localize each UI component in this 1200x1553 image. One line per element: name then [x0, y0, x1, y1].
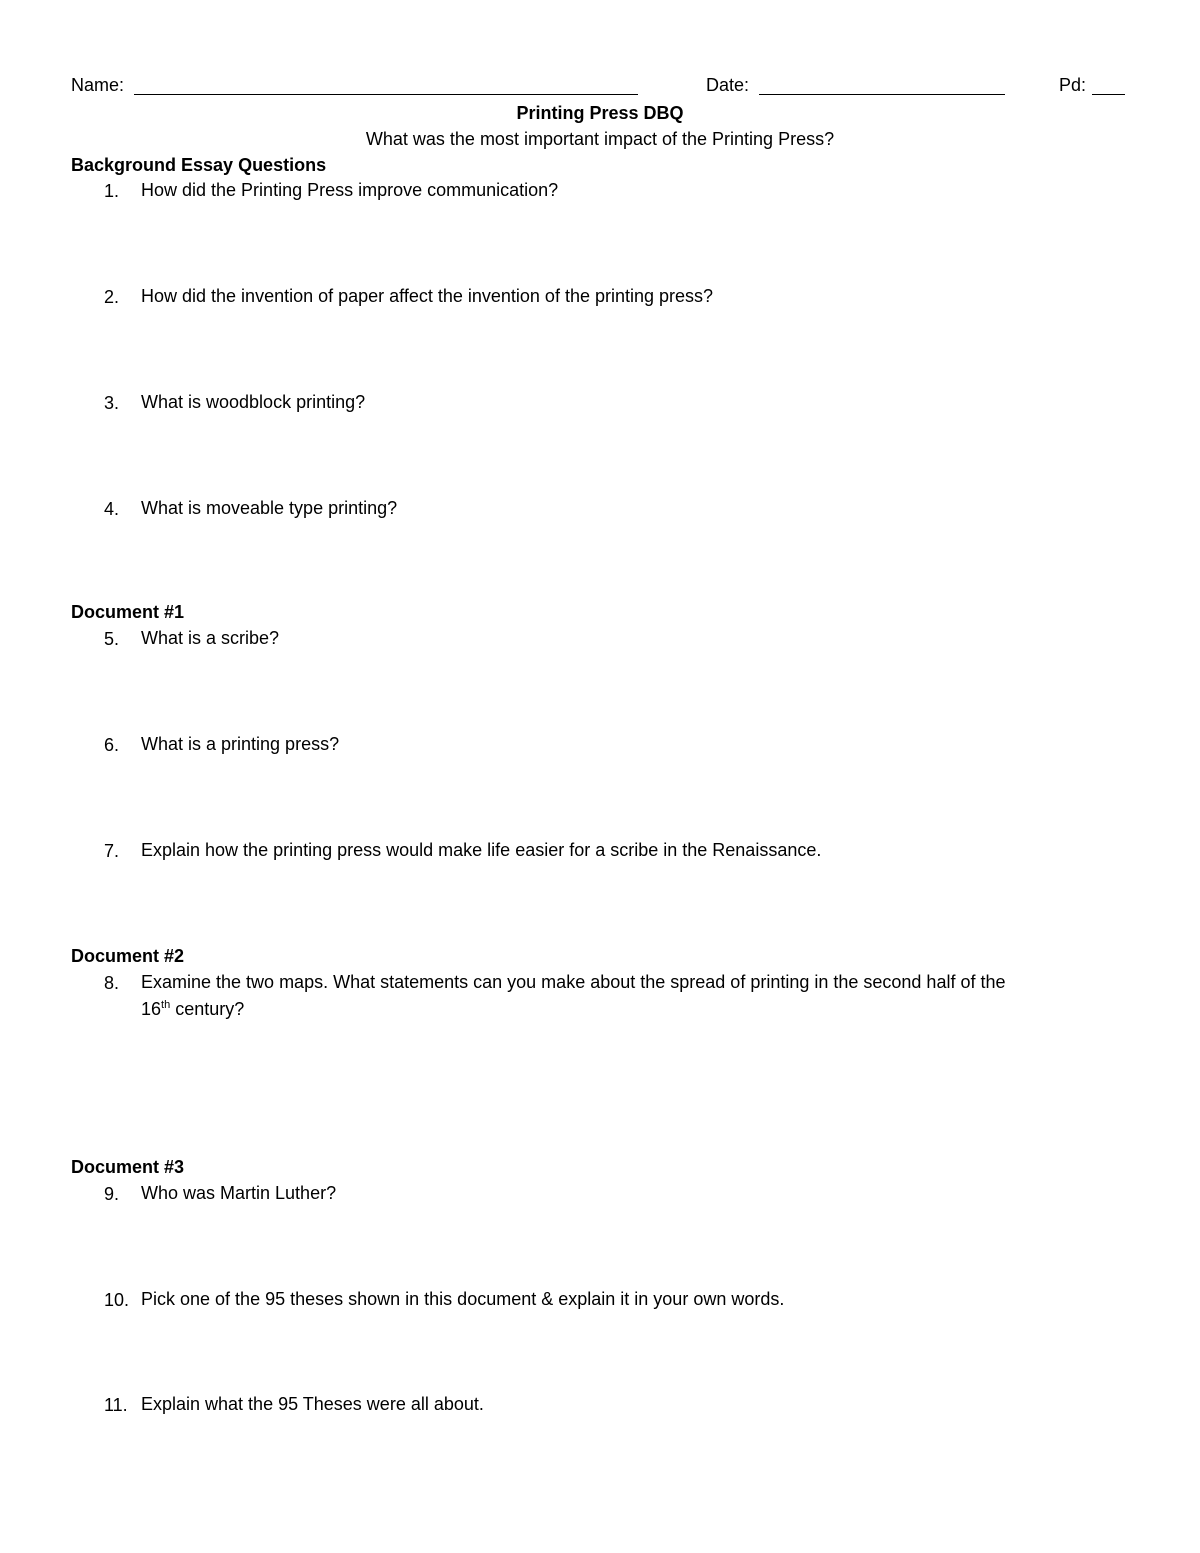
date-label: Date: — [706, 75, 750, 95]
question-number: 2. — [104, 287, 120, 307]
ordinal-suffix: th — [161, 999, 171, 1011]
question-number: 5. — [104, 629, 120, 649]
question-number: 11. — [104, 1395, 128, 1415]
question-number: 4. — [104, 499, 120, 519]
question-text-tail: century? — [170, 999, 245, 1019]
question-text: What is a printing press? — [141, 734, 340, 754]
question-text: What is woodblock printing? — [141, 392, 366, 412]
ordinal-number: 16 — [141, 999, 162, 1019]
period-blank-line[interactable] — [1092, 94, 1125, 95]
page-title: Printing Press DBQ — [516, 103, 684, 123]
question-text: How did the Printing Press improve communication? — [141, 180, 559, 200]
question-text: Pick one of the 95 theses shown in this document & explain it in your own words. — [141, 1289, 785, 1309]
page-subtitle: What was the most important impact of the Printing Press? — [365, 129, 835, 149]
section-heading-document-1: Document #1 — [71, 602, 185, 622]
question-number: 6. — [104, 735, 120, 755]
question-text: Explain how the printing press would make life easier for a scribe in the Renaissance. — [141, 840, 822, 860]
question-text: What is a scribe? — [141, 628, 280, 648]
section-heading-background: Background Essay Questions — [71, 155, 327, 175]
question-text: Explain what the 95 Theses were all about. — [141, 1394, 484, 1414]
question-text: Who was Martin Luther? — [141, 1183, 337, 1203]
section-heading-document-2: Document #2 — [71, 946, 185, 966]
name-blank-line[interactable] — [134, 94, 638, 95]
name-label: Name: — [71, 75, 125, 95]
question-text-line-2 — [141, 996, 1121, 1023]
section-heading-document-3: Document #3 — [71, 1157, 185, 1177]
question-number: 1. — [104, 181, 120, 201]
question-number: 10. — [104, 1290, 130, 1310]
question-number: 3. — [104, 393, 120, 413]
period-label: Pd: — [1059, 75, 1087, 95]
question-text-line-1: Examine the two maps. What statements can you make about the spread of printing in the second half of the — [141, 972, 1006, 992]
question-number: 8. — [104, 973, 120, 993]
date-blank-line[interactable] — [759, 94, 1005, 95]
question-number: 7. — [104, 841, 120, 861]
question-text: What is moveable type printing? — [141, 498, 398, 518]
question-number: 9. — [104, 1184, 120, 1204]
question-text: How did the invention of paper affect the invention of the printing press? — [141, 286, 714, 306]
